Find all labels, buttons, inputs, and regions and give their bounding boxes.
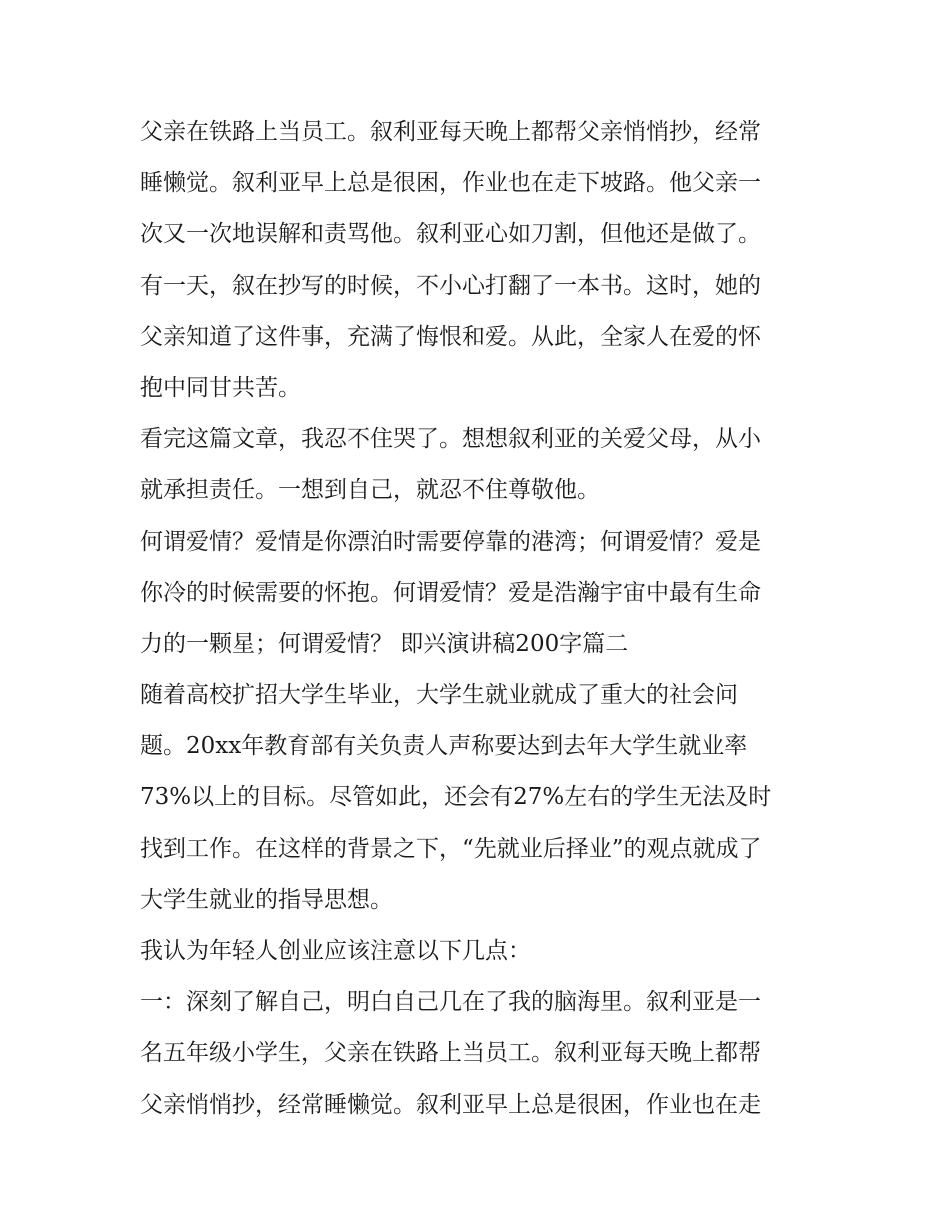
text-line: 你冷的时候需要的怀抱。何谓爱情？爱是浩瀚宇宙中最有生命 [140, 579, 761, 606]
text-line: 看完这篇文章，我忍不住哭了。想想叙利亚的关爱父母，从小 [140, 426, 761, 453]
text-line: 找到工作。在这样的背景之下，“先就业后择业”的观点就成了 [140, 835, 762, 862]
text-line: 名五年级小学生，父亲在铁路上当员工。叙利亚每天晚上都帮 [140, 1040, 761, 1067]
text-line: 父亲悄悄抄，经常睡懒觉。叙利亚早上总是很困，作业也在走 [140, 1091, 761, 1118]
text-line: 一：深刻了解自己，明白自己几在了我的脑海里。叙利亚是一 [140, 989, 761, 1016]
document-body [140, 107, 820, 1131]
text-line: 就承担责任。一想到自己，就忍不住尊敬他。 [140, 477, 600, 504]
text-line: 我认为年轻人创业应该注意以下几点： [140, 938, 531, 964]
text-line: 73%以上的目标。尽管如此，还会有27%左右的学生无法及时 [140, 784, 772, 811]
text-line: 抱中同甘共苦。 [140, 374, 301, 401]
text-line: 父亲在铁路上当员工。叙利亚每天晚上都帮父亲悄悄抄，经常 [140, 119, 761, 145]
text-line: 大学生就业的指导思想。 [140, 886, 393, 913]
text-line: 题。20xx年教育部有关负责人声称要达到去年大学生就业率 [140, 733, 748, 760]
text-line: 力的一颗星；何谓爱情？ 即兴演讲稿200字篇二 [140, 630, 629, 657]
text-line: 睡懒觉。叙利亚早上总是很困，作业也在走下坡路。他父亲一 [140, 170, 761, 197]
text-line: 父亲知道了这件事，充满了悔恨和爱。从此，全家人在爱的怀 [140, 323, 761, 350]
text-line: 何谓爱情？爱情是你漂泊时需要停靠的港湾；何谓爱情？爱是 [140, 528, 761, 555]
text-line: 次又一次地误解和责骂他。叙利亚心如刀割，但他还是做了。 [140, 221, 761, 248]
text-line: 随着高校扩招大学生毕业，大学生就业就成了重大的社会问 [140, 682, 738, 709]
text-line: 有一天，叙在抄写的时候，不小心打翻了一本书。这时，她的 [140, 272, 761, 299]
